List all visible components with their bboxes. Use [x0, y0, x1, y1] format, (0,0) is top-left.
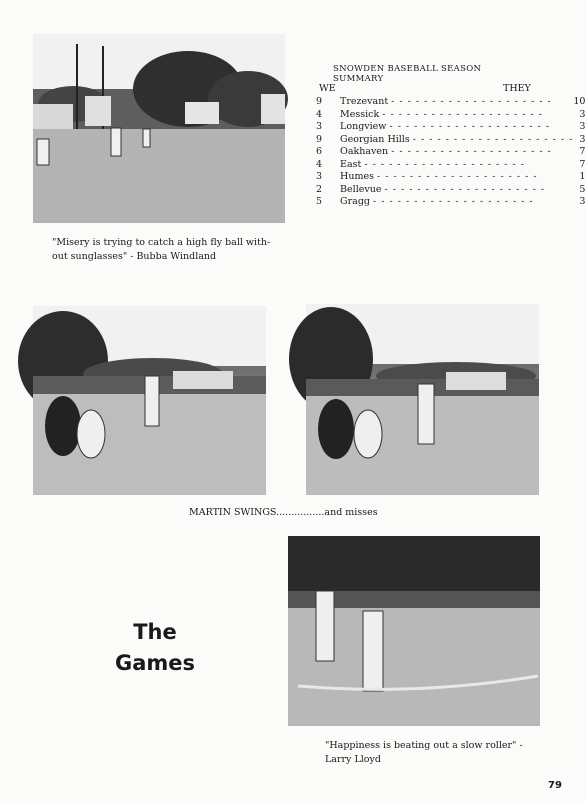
- score-row: [316, 109, 585, 122]
- caption-fly-ball: [52, 236, 270, 264]
- opponent-label: East: [340, 158, 362, 170]
- score-row: [316, 184, 585, 197]
- they-score: 1: [579, 171, 585, 182]
- caption-slow-roller: [325, 739, 523, 767]
- they-score: 3: [579, 196, 585, 207]
- they-score: 3: [579, 121, 585, 132]
- caption-fly-ball-line2: out sunglasses" - Bubba Windland: [52, 251, 217, 262]
- score-row: [316, 171, 585, 184]
- opponent-label: Trezevant: [340, 96, 389, 107]
- photo-miss: [306, 304, 539, 495]
- we-score: 3: [316, 121, 323, 132]
- score-row: [316, 134, 585, 147]
- season-summary-table: [316, 96, 585, 209]
- photo-swing-art: [33, 306, 266, 495]
- they-score: 7: [579, 158, 585, 170]
- season-summary-title: SNOWDEN BASEBALL SEASON SUMMARY: [333, 64, 482, 84]
- opponent-name: Humes - - - - - - - - - - - - - - - - - - - -: [340, 171, 538, 182]
- we-score: 3: [316, 171, 323, 182]
- we-score: 9: [316, 96, 323, 107]
- photo-miss-art: [306, 304, 539, 495]
- opponent-name: Georgian Hills - - - - - - - - - - - - - - - - - - - -: [340, 133, 574, 145]
- caption-martin-swings-text: MARTIN SWINGS................and misses: [189, 507, 378, 518]
- score-row: [316, 96, 585, 109]
- they-column-header: THEY: [503, 83, 531, 94]
- we-score: 6: [316, 146, 323, 157]
- heading-games: Games: [114, 651, 196, 675]
- score-row: [316, 146, 585, 159]
- opponent-label: Georgian Hills: [340, 133, 410, 145]
- caption-fly-ball-line1: "Misery is trying to catch a high fly ball with-: [52, 237, 271, 248]
- opponent-label: Gragg: [340, 196, 371, 207]
- page-number: 79: [548, 780, 562, 791]
- opponent-name: Bellevue - - - - - - - - - - - - - - - - - - - -: [340, 183, 546, 195]
- photo-slow-roller-art: [288, 536, 540, 726]
- opponent-name: Oakhaven - - - - - - - - - - - - - - - - - - - -: [340, 146, 552, 157]
- score-row: [316, 196, 585, 209]
- photo-slow-roller: [288, 536, 540, 726]
- opponent-label: Messick: [340, 108, 380, 120]
- they-score: 10: [573, 96, 585, 107]
- caption-martin-swings: [189, 506, 378, 520]
- they-score: 3: [579, 133, 585, 145]
- heading-the: The: [133, 620, 177, 644]
- they-score: 5: [579, 183, 585, 195]
- they-score: 3: [579, 108, 585, 120]
- we-score: 4: [316, 108, 323, 120]
- we-score: 5: [316, 196, 323, 207]
- we-column-header: WE: [319, 83, 336, 94]
- photo-fly-ball-art: [33, 34, 285, 223]
- opponent-label: Longview: [340, 121, 387, 132]
- we-score: 2: [316, 183, 323, 195]
- caption-slow-roller-line2: Larry Lloyd: [325, 754, 381, 765]
- opponent-name: Trezevant - - - - - - - - - - - - - - - - - - - -: [340, 96, 552, 107]
- we-score: 4: [316, 158, 323, 170]
- opponent-label: Bellevue: [340, 183, 382, 195]
- we-score: 9: [316, 133, 323, 145]
- opponent-name: Gragg - - - - - - - - - - - - - - - - - - - -: [340, 196, 534, 207]
- opponent-label: Humes: [340, 171, 374, 182]
- they-score: 7: [579, 146, 585, 157]
- caption-slow-roller-line1: "Happiness is beating out a slow roller" -: [325, 740, 523, 751]
- photo-fly-ball: [33, 34, 285, 223]
- opponent-label: Oakhaven: [340, 146, 389, 157]
- opponent-name: Longview - - - - - - - - - - - - - - - - - - - -: [340, 121, 551, 132]
- opponent-name: East - - - - - - - - - - - - - - - - - - - -: [340, 158, 525, 170]
- opponent-name: Messick - - - - - - - - - - - - - - - - - - - -: [340, 108, 543, 120]
- photo-swing: [33, 306, 266, 495]
- score-row: [316, 121, 585, 134]
- score-row: [316, 159, 585, 172]
